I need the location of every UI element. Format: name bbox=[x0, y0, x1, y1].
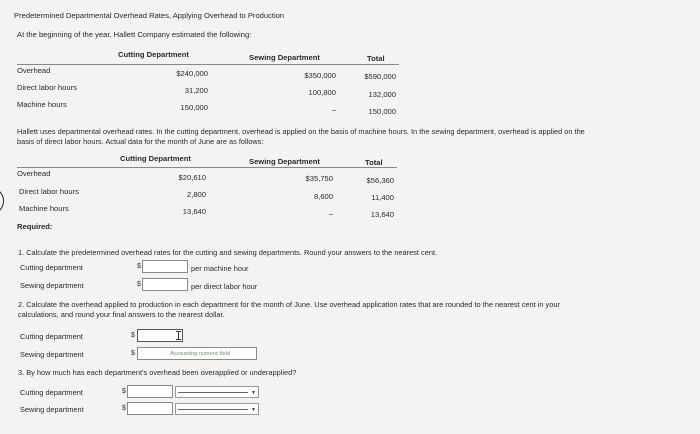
q2-prompt-line1: 2. Calculate the overhead applied to production in each department for the month of June. Use overhead application rates that are rounded to the nearest cent in your bbox=[18, 300, 560, 309]
estimated-cell: 150,000 bbox=[368, 107, 396, 116]
estimated-header-sewing: Sewing Department bbox=[249, 53, 320, 62]
actual-header-sewing: Sewing Department bbox=[249, 157, 320, 166]
q3-cutting-amount-input[interactable] bbox=[127, 385, 173, 398]
page-title: Predetermined Departmental Overhead Rates, Applying Overhead to Production bbox=[14, 11, 285, 20]
scroll-arc-icon bbox=[0, 188, 4, 214]
actual-cell: $35,750 bbox=[305, 174, 333, 183]
estimated-row-label: Direct labor hours bbox=[17, 83, 77, 92]
actual-cell: 8,600 bbox=[313, 192, 333, 201]
select-underline bbox=[178, 409, 248, 410]
estimated-row-label: Machine hours bbox=[17, 100, 67, 109]
estimated-header-total: Total bbox=[367, 54, 385, 63]
actual-cell: 11,400 bbox=[371, 193, 394, 202]
q3-cutting-status-select[interactable] bbox=[175, 386, 259, 398]
required-heading: Required: bbox=[17, 222, 53, 231]
q1-cutting-dollar: $ bbox=[137, 263, 141, 270]
q2-sewing-tooltip: Accounting numeric field bbox=[170, 351, 230, 357]
q3-sewing-dollar: $ bbox=[122, 405, 126, 412]
actual-cell: $20,610 bbox=[178, 173, 206, 182]
estimated-cell: 132,000 bbox=[368, 90, 396, 99]
actual-cell: 2,800 bbox=[186, 190, 206, 199]
intro-text: At the beginning of the year, Hallett Company estimated the following: bbox=[17, 30, 252, 39]
actual-row-label: Machine hours bbox=[19, 204, 69, 213]
q3-cutting-dollar: $ bbox=[122, 388, 126, 395]
q1-prompt: 1. Calculate the predetermined overhead rates for the cutting and sewing departments. Round your answers to the nearest cent. bbox=[18, 248, 438, 257]
q2-sewing-applied-input[interactable] bbox=[137, 347, 257, 360]
q3-sewing-amount-input[interactable] bbox=[127, 402, 173, 415]
text-cursor-icon bbox=[176, 331, 182, 340]
q1-sewing-dollar: $ bbox=[137, 281, 141, 288]
q3-sewing-label: Sewing department bbox=[20, 405, 84, 414]
q2-sewing-dollar: $ bbox=[131, 350, 135, 357]
select-underline bbox=[178, 392, 248, 393]
estimated-cell: $350,000 bbox=[304, 71, 336, 80]
actual-cell: 13,640 bbox=[370, 210, 394, 219]
q3-cutting-label: Cutting department bbox=[20, 388, 83, 397]
chevron-down-icon: ▼ bbox=[251, 407, 256, 413]
q2-sewing-label: Sewing department bbox=[20, 350, 84, 359]
estimated-header-rule bbox=[17, 64, 399, 65]
actual-cell: – bbox=[328, 209, 333, 218]
actual-cell: $56,360 bbox=[366, 176, 394, 185]
q1-cutting-rate-input[interactable] bbox=[142, 260, 188, 273]
q2-prompt-line2: calculations, and round your final answers to the nearest dollar. bbox=[18, 310, 225, 319]
q1-sewing-label: Sewing department bbox=[20, 281, 84, 290]
actual-row-label: Direct labor hours bbox=[19, 187, 79, 196]
q1-sewing-rate-input[interactable] bbox=[142, 278, 188, 291]
estimated-cell: $240,000 bbox=[176, 69, 208, 78]
estimated-header-cutting: Cutting Department bbox=[118, 50, 189, 59]
chevron-down-icon: ▼ bbox=[251, 390, 256, 396]
actual-cell: 13,640 bbox=[182, 207, 206, 216]
estimated-cell: 100,800 bbox=[308, 88, 336, 97]
q3-sewing-status-select[interactable] bbox=[175, 403, 259, 415]
actual-row-label: Overhead bbox=[17, 169, 51, 178]
estimated-cell: – bbox=[331, 105, 336, 114]
q1-sewing-unit: per direct labor hour bbox=[191, 282, 258, 291]
q2-cutting-dollar: $ bbox=[131, 332, 135, 339]
estimated-cell: 31,200 bbox=[184, 86, 208, 95]
q2-cutting-label: Cutting department bbox=[20, 332, 83, 341]
method-paragraph-line1: Hallett uses departmental overhead rates. In the cutting department, overhead is applied on the basis of machine hours. In the sewing department, overhead is applied on the bbox=[17, 127, 585, 136]
estimated-row-label: Overhead bbox=[17, 66, 51, 75]
q2-cutting-applied-input[interactable] bbox=[137, 329, 183, 342]
actual-header-cutting: Cutting Department bbox=[120, 154, 191, 163]
estimated-cell: 150,000 bbox=[180, 103, 208, 112]
q3-prompt: 3. By how much has each department's overhead been overapplied or underapplied? bbox=[18, 368, 297, 377]
q1-cutting-unit: per machine hour bbox=[191, 264, 249, 273]
actual-header-total: Total bbox=[365, 158, 383, 167]
method-paragraph-line2: basis of direct labor hours. Actual data for the month of June are as follows: bbox=[17, 137, 264, 146]
actual-header-rule bbox=[17, 167, 397, 168]
q1-cutting-label: Cutting department bbox=[20, 263, 83, 272]
estimated-cell: $590,000 bbox=[364, 72, 396, 81]
